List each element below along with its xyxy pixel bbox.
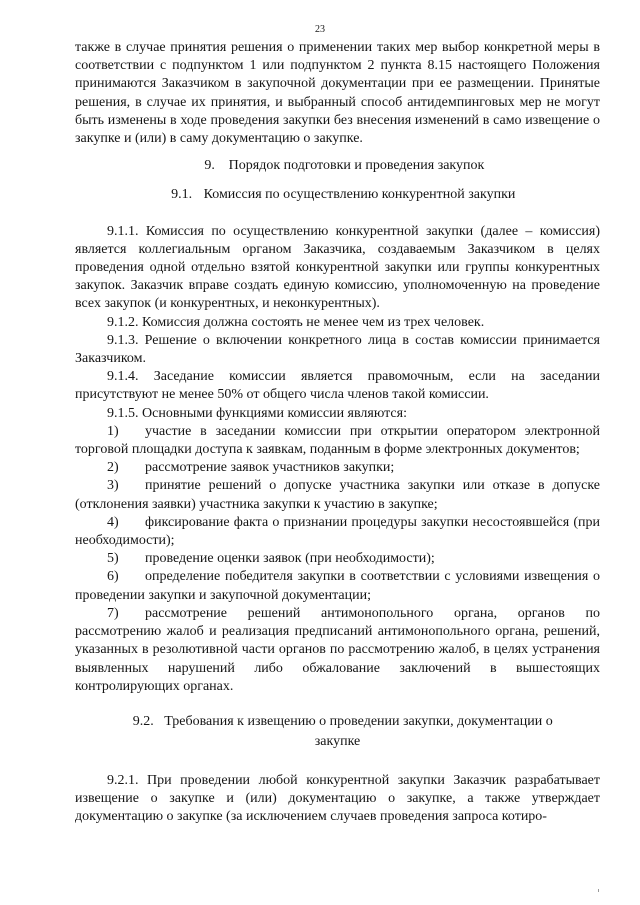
- list-item: [75, 568, 600, 604]
- list-item: [75, 477, 600, 513]
- list-item: [75, 459, 600, 477]
- paragraph-9-1-3: 9.1.3. Решение о включении конкретного лица в состав комиссии принимается Заказчиком.: [75, 332, 600, 367]
- list-item-number: 6): [107, 569, 119, 585]
- list-item-text: рассмотрение решений антимонопольного органа, органов по рассмотрению жалоб и реализация предписаний антимонопольного органа, решений, указанных в резолютивной части органов по рассмотрению жалоб, в целях устранения выявленных нарушений либо обжалование заключений в вышестоящих контролирующих органах.: [75, 605, 600, 694]
- section-9-1-title: Комиссия по осуществлению конкурентной закупки: [203, 187, 516, 203]
- list-item-text: участие в заседании комиссии при открытии оператором электронной торговой площадки доступа к заявкам, поданным в форме электронных документов;: [75, 423, 600, 458]
- list-item: [75, 423, 600, 459]
- intro-paragraph: также в случае принятия решения о применении таких мер выбор конкретной меры в соответствии с подпунктом 1 или подпунктом 2 пункта 8.15 настоящего Положения принимаются Заказчиком в закупочной документации при ее размещении. Принятые решения, в случае их принятия, и выбранный способ антидемпинговых мер не могут быть изменены в ходе проведения закупки без внесения изменений в само извещение о закупке и (или) в саму документацию о закупке.: [75, 40, 600, 147]
- functions-list: [75, 423, 600, 696]
- list-item-text: проведение оценки заявок (при необходимости);: [145, 551, 435, 567]
- paragraph-9-1-5: 9.1.5. Основными функциями комиссии являются:: [107, 405, 407, 421]
- list-item: [75, 550, 600, 568]
- list-item-number: 4): [107, 514, 119, 530]
- document-body: [75, 39, 600, 827]
- section-9-2-heading: [75, 712, 600, 752]
- section-9-heading: [75, 157, 600, 175]
- paragraph-9-1-1: 9.1.1. Комиссия по осуществлению конкурентной закупки (далее – комиссия) является коллегиальным органом Заказчика, создаваемым Заказчиком в целях проведения одной отдельно взятой конкурентной закупки или группы конкурентных закупок. Заказчик вправе создать единую комиссию, уполномоченную на проведение всех закупок (и конкурентных, и неконкурентных).: [75, 223, 600, 312]
- paragraph-9-1-2: 9.1.2. Комиссия должна состоять не менее чем из трех человек.: [107, 314, 485, 330]
- list-item: [75, 605, 600, 696]
- section-9-number: 9.: [204, 158, 215, 174]
- section-9-1-heading: [75, 186, 600, 204]
- list-item-text: определение победителя закупки в соответствии с условиями извещения о проведении закупки и закупочной документации;: [75, 569, 600, 603]
- page-number: 23: [315, 24, 325, 35]
- list-item-text: фиксирование факта о признании процедуры закупки несостоявшейся (при необходимости);: [75, 514, 600, 549]
- list-item-text: рассмотрение заявок участников закупки;: [145, 460, 395, 476]
- list-item-number: 5): [107, 551, 119, 567]
- paragraph-9-1-4: 9.1.4. Заседание комиссии является правомочным, если на заседании присутствуют не менее 50% от общего числа членов такой комиссии.: [75, 369, 600, 403]
- paragraph-9-2-1: 9.2.1. При проведении любой конкурентной закупки Заказчик разрабатывает извещение о закупке и (или) документацию о закупке, а также утверждает документацию о закупке (за исключением случаев проведения запроса котиро-: [75, 772, 600, 825]
- list-item-number: 3): [107, 478, 119, 494]
- list-item-text: принятие решений о допуске участника закупки или отказе в допуске (отклонения заявки) участника закупки к участию в закупке;: [75, 478, 600, 512]
- list-item-number: 2): [107, 460, 119, 476]
- section-9-2-title-line1: Требования к извещению о проведении закупки, документации о: [164, 713, 553, 729]
- list-item: [75, 514, 600, 550]
- section-9-2-title-line2: закупке: [314, 733, 361, 749]
- list-item-number: 1): [107, 423, 119, 439]
- section-9-2-number: 9.2.: [132, 713, 154, 729]
- list-item-number: 7): [107, 605, 119, 621]
- section-9-title: Порядок подготовки и проведения закупок: [228, 158, 485, 174]
- scan-mark: [598, 889, 599, 892]
- section-9-1-number: 9.1.: [171, 187, 193, 203]
